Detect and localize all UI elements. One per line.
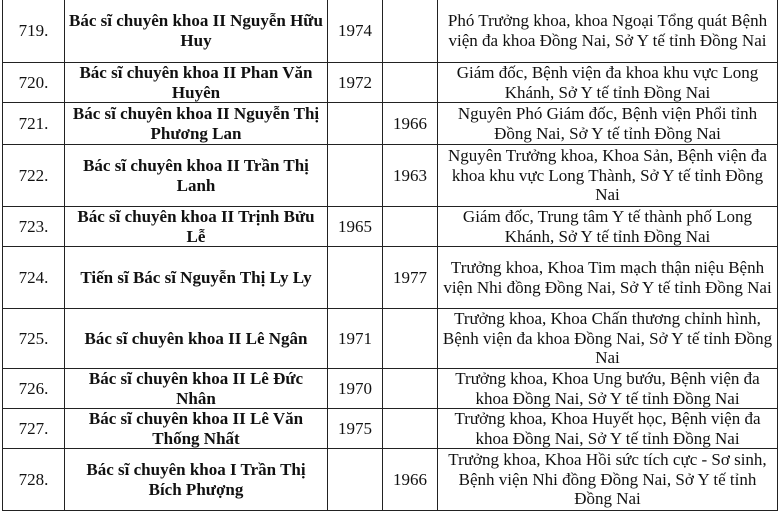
birth-year-female: [383, 309, 438, 369]
birth-year-female: [383, 0, 438, 63]
person-name: Bác sĩ chuyên khoa II Nguyễn Hữu Huy: [65, 0, 328, 63]
table-row: [3, 309, 778, 369]
table-row: [3, 145, 778, 207]
row-number: 723.: [3, 207, 65, 247]
birth-year-female: [383, 207, 438, 247]
birth-year-female: 1966: [383, 449, 438, 511]
row-number: 720.: [3, 63, 65, 103]
position-description: Trưởng khoa, Khoa Hồi sức tích cực - Sơ sinh, Bệnh viện Nhi đồng Đồng Nai, Sở Y tế tỉnh Đồng Nai: [438, 449, 778, 511]
table-row: [3, 0, 778, 63]
birth-year-male: 1970: [328, 369, 383, 409]
person-name: Tiến sĩ Bác sĩ Nguyễn Thị Ly Ly: [65, 247, 328, 309]
birth-year-female: 1977: [383, 247, 438, 309]
birth-year-male: 1971: [328, 309, 383, 369]
row-number: 719.: [3, 0, 65, 63]
table-row: [3, 207, 778, 247]
row-number: 726.: [3, 369, 65, 409]
position-description: Trưởng khoa, Khoa Chấn thương chỉnh hình, Bệnh viện đa khoa Đồng Nai, Sở Y tế tỉnh Đồng Nai: [438, 309, 778, 369]
person-name: Bác sĩ chuyên khoa II Trần Thị Lanh: [65, 145, 328, 207]
table-row: [3, 247, 778, 309]
table-row: [3, 369, 778, 409]
birth-year-male: [328, 449, 383, 511]
birth-year-female: [383, 63, 438, 103]
position-description: Giám đốc, Bệnh viện đa khoa khu vực Long Khánh, Sở Y tế tỉnh Đồng Nai: [438, 63, 778, 103]
person-name: Bác sĩ chuyên khoa II Phan Văn Huyên: [65, 63, 328, 103]
row-number: 721.: [3, 103, 65, 145]
position-description: Trưởng khoa, Khoa Tim mạch thận niệu Bệnh viện Nhi đồng Đồng Nai, Sở Y tế tỉnh Đồng Nai: [438, 247, 778, 309]
position-description: Nguyên Phó Giám đốc, Bệnh viện Phổi tỉnh Đồng Nai, Sở Y tế tỉnh Đồng Nai: [438, 103, 778, 145]
table-row: [3, 449, 778, 511]
birth-year-female: [383, 369, 438, 409]
birth-year-male: [328, 247, 383, 309]
row-number: 727.: [3, 409, 65, 449]
row-number: 728.: [3, 449, 65, 511]
birth-year-female: 1966: [383, 103, 438, 145]
birth-year-male: 1965: [328, 207, 383, 247]
row-number: 725.: [3, 309, 65, 369]
person-name: Bác sĩ chuyên khoa II Lê Ngân: [65, 309, 328, 369]
position-description: Trưởng khoa, Khoa Huyết học, Bệnh viện đa khoa Đồng Nai, Sở Y tế tỉnh Đồng Nai: [438, 409, 778, 449]
table-row: [3, 409, 778, 449]
birth-year-male: 1975: [328, 409, 383, 449]
row-number: 722.: [3, 145, 65, 207]
position-description: Trưởng khoa, Khoa Ung bướu, Bệnh viện đa khoa Đồng Nai, Sở Y tế tỉnh Đồng Nai: [438, 369, 778, 409]
person-name: Bác sĩ chuyên khoa I Trần Thị Bích Phượng: [65, 449, 328, 511]
person-name: Bác sĩ chuyên khoa II Lê Đức Nhân: [65, 369, 328, 409]
birth-year-female: 1963: [383, 145, 438, 207]
position-description: Giám đốc, Trung tâm Y tế thành phố Long Khánh, Sở Y tế tỉnh Đồng Nai: [438, 207, 778, 247]
person-name: Bác sĩ chuyên khoa II Lê Văn Thống Nhất: [65, 409, 328, 449]
birth-year-male: 1972: [328, 63, 383, 103]
birth-year-male: 1974: [328, 0, 383, 63]
row-number: 724.: [3, 247, 65, 309]
table-row: [3, 103, 778, 145]
table-body: [3, 0, 778, 511]
person-name: Bác sĩ chuyên khoa II Trịnh Bửu Lễ: [65, 207, 328, 247]
birth-year-male: [328, 145, 383, 207]
birth-year-male: [328, 103, 383, 145]
position-description: Phó Trưởng khoa, khoa Ngoại Tổng quát Bệnh viện đa khoa Đồng Nai, Sở Y tế tỉnh Đồng Nai: [438, 0, 778, 63]
table-row: [3, 63, 778, 103]
birth-year-female: [383, 409, 438, 449]
honoree-table: [2, 0, 778, 511]
person-name: Bác sĩ chuyên khoa II Nguyễn Thị Phương Lan: [65, 103, 328, 145]
position-description: Nguyên Trưởng khoa, Khoa Sản, Bệnh viện đa khoa khu vực Long Thành, Sở Y tế tỉnh Đồng Nai: [438, 145, 778, 207]
